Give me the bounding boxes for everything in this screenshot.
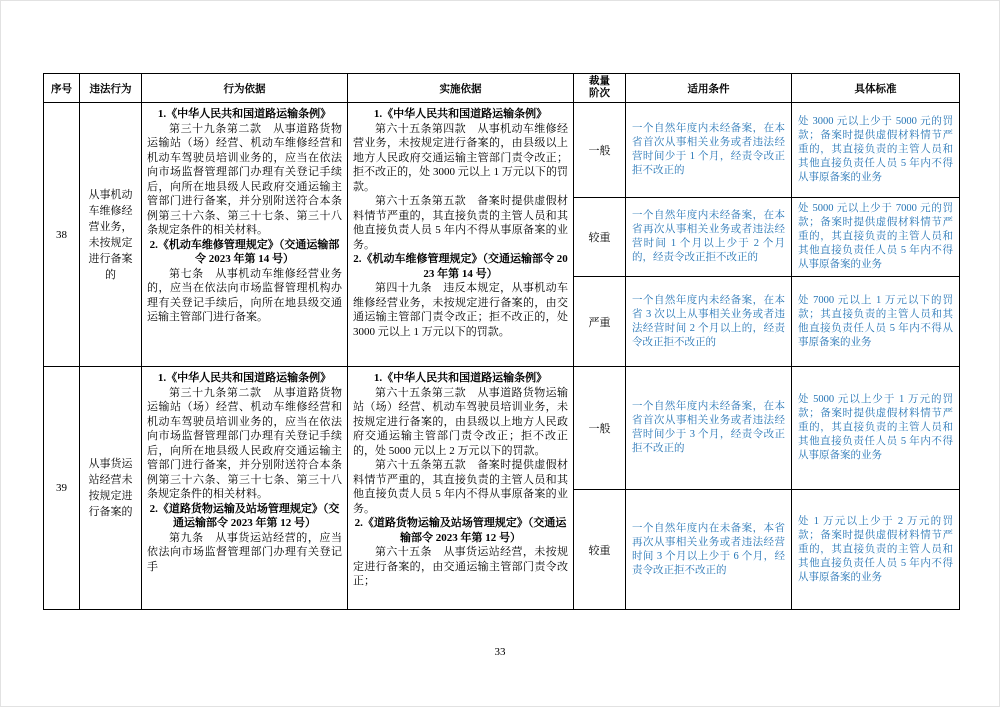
legal-paragraph: 第六十五条 从事货运站经营，未按规定进行备案的，由交通运输主管部门责令改正； [353, 546, 568, 587]
legal-paragraph: 第六十五条第三款 从事道路货物运输站（场）经营、机动车驾驶员培训业务，未按规定进行备案的，由县级以上地方人民政府交通运输主管部门责令改正；拒不改正的，处 5000 元以上 2 万元以下的罚款。 [353, 386, 568, 457]
row-38-condition-general: 一个自然年度内未经备案，在本省首次从事相关业务或者违法经营时间少于 1 个月，经责令改正拒不改正的 [626, 103, 792, 198]
row-38-standard-general: 处 3000 元以上少于 5000 元的罚款；备案时提供虚假材料情节严重的，其直接负责的主管人员和其他直接负责任人员 5 年内不得从事原备案的业务 [792, 103, 960, 198]
row-39-level-heavier: 较重 [574, 490, 626, 610]
penalty-discretion-table [43, 73, 960, 610]
regulation-title: 2.《机动车维修管理规定》（交通运输部令 2023 年第 14 号） [149, 238, 340, 265]
regulation-title: 1.《中华人民共和国道路运输条例》 [373, 372, 548, 384]
header-level-label: 裁量阶次 [589, 76, 610, 99]
header-level [574, 74, 626, 103]
row-38-level-general: 一般 [574, 103, 626, 198]
page-number: 33 [494, 646, 506, 658]
row-38-standard-severe: 处 7000 元以上 1 万元以下的罚款；其直接负责的主管人员和其他直接负责任人员 5 年内不得从事原备案的业务 [792, 277, 960, 367]
row-39-condition-heavier: 一个自然年度内在未备案，本省再次从事相关业务或者违法经营时间 3 个月以上少于 6 个月，经责令改正拒不改正的 [626, 490, 792, 610]
row-39-impl-basis [348, 367, 574, 610]
regulation-title: 1.《中华人民共和国道路运输条例》 [373, 108, 548, 120]
row-38-standard-heavier: 处 5000 元以上少于 7000 元的罚款；备案时提供虚假材料情节严重的，其直接负责的主管人员和其他直接负责任人员 5 年内不得从事原备案的业务 [792, 198, 960, 277]
legal-paragraph: 第七条 从事机动车维修经营业务的，应当在依法向市场监督管理机构办理有关登记手续后，向所在地县级交通运输主管部门进行备案。 [147, 267, 342, 323]
row-38-violation: 从事机动车维修经营业务，未按规定进行备案的 [80, 103, 142, 367]
legal-paragraph: 第三十九条第二款 从事道路货物运输站（场）经营、机动车维修经营和机动车驾驶员培训业务的，应当在依法向市场监督管理部门办理有关登记手续后，向所在地县级人民政府交通运输主管部门进行备案，并分别附送符合本条例第三十六条、第三十七条、第三十八条规定条件的相关材料。 [147, 122, 342, 236]
row-38-level-severe: 严重 [574, 277, 626, 367]
table-row [44, 103, 960, 198]
row-38-level-heavier: 较重 [574, 198, 626, 277]
header-standard: 具体标准 [792, 74, 960, 103]
legal-paragraph: 第九条 从事货运站经营的，应当依法向市场监督管理部门办理有关登记手 [147, 531, 342, 573]
row-39-condition-general: 一个自然年度内未经备案，在本省首次从事相关业务或者违法经营时间少于 3 个月，经责令改正拒不改正的 [626, 367, 792, 490]
row-38-condition-severe: 一个自然年度内未经备案，在本省 3 次以上从事相关业务或者违法经营时间 2 个月以上的，经责令改正拒不改正的 [626, 277, 792, 367]
header-seq: 序号 [44, 74, 80, 103]
row-38-act-basis [142, 103, 348, 367]
legal-paragraph: 第三十九条第二款 从事道路货物运输站（场）经营、机动车维修经营和机动车驾驶员培训业务的，应当在依法向市场监督管理部门办理有关登记手续后，向所在地县级人民政府交通运输主管部门进行备案，并分别附送符合本条例第三十六条、第三十七条、第三十八条规定条件的相关材料。 [147, 386, 342, 500]
regulation-title: 2.《道路货物运输及站场管理规定》（交通运输部令 2023 年第 12 号） [354, 517, 567, 544]
row-39-violation: 从事货运站经营未按规定进行备案的 [80, 367, 142, 610]
row-39-standard-general: 处 5000 元以上少于 1 万元的罚款；备案时提供虚假材料情节严重的，其直接负责的主管人员和其他直接负责任人员 5 年内不得从事原备案的业务 [792, 367, 960, 490]
row-38-condition-heavier: 一个自然年度内未经备案，在本省再次从事相关业务或者违法经营时间 1 个月以上少于 2 个月的，经责令改正拒不改正的 [626, 198, 792, 277]
regulation-title: 2.《道路货物运输及站场管理规定》（交通运输部令 2023 年第 12 号） [149, 502, 340, 529]
header-impl-basis: 实施依据 [348, 74, 574, 103]
legal-paragraph: 第六十五条第五款 备案时提供虚假材料情节严重的，其直接负责的主管人员和其他直接负责人员 5 年内不得从事原备案的业务。 [353, 459, 568, 515]
row-38-impl-basis [348, 103, 574, 367]
row-39-standard-heavier: 处 1 万元以上少于 2 万元的罚款；备案时提供虚假材料情节严重的，其直接负责的主管人员和其他直接负责任人员 5 年内不得从事原备案的业务 [792, 490, 960, 610]
row-39-level-general: 一般 [574, 367, 626, 490]
table-header-row [44, 74, 960, 103]
regulation-title: 2.《机动车维修管理规定》（交通运输部令 2023 年第 14 号） [353, 253, 568, 280]
row-39-act-basis [142, 367, 348, 610]
regulation-title: 1.《中华人民共和国道路运输条例》 [157, 372, 332, 384]
row-38-seq: 38 [44, 103, 80, 367]
legal-paragraph: 第六十五条第四款 从事机动车维修经营业务，未按规定进行备案的，由县级以上地方人民政府交通运输主管部门责令改正；拒不改正的，处 3000 元以上 1 万元以下的罚款。 [353, 122, 568, 193]
header-violation: 违法行为 [80, 74, 142, 103]
legal-paragraph: 第四十九条 违反本规定，从事机动车维修经营业务，未按规定进行备案的，由交通运输主管部门责令改正；拒不改正的，处 3000 元以上 1 万元以下的罚款。 [353, 282, 568, 338]
table-row [44, 367, 960, 490]
row-39-seq: 39 [44, 367, 80, 610]
header-act-basis: 行为依据 [142, 74, 348, 103]
header-condition: 适用条件 [626, 74, 792, 103]
regulation-title: 1.《中华人民共和国道路运输条例》 [157, 108, 332, 120]
legal-paragraph: 第六十五条第五款 备案时提供虚假材料情节严重的，其直接负责的主管人员和其他直接负责人员 5 年内不得从事原备案的业务。 [353, 195, 568, 251]
